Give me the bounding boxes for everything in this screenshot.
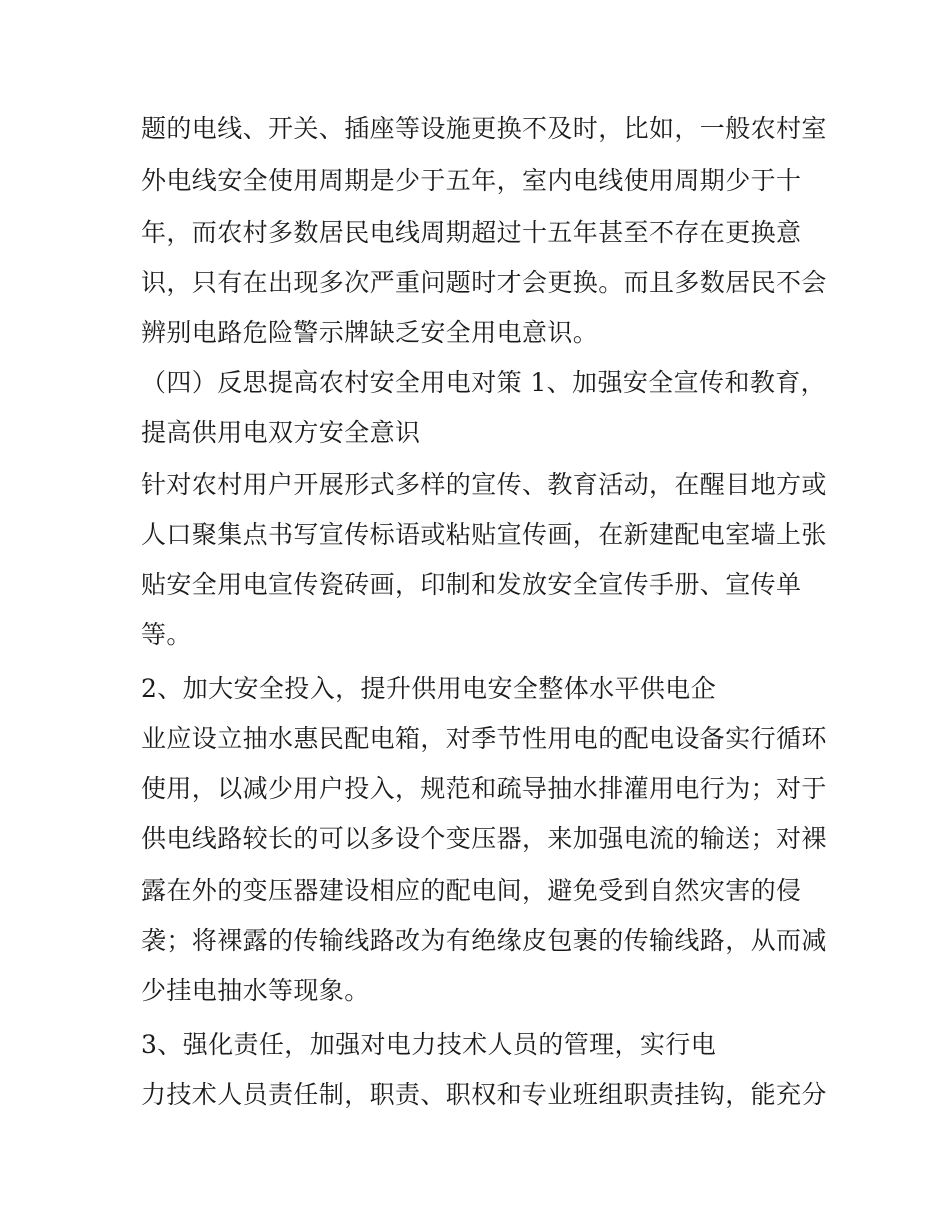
body-text-line: 识，只有在出现多次严重问题时才会更换。而且多数居民不会 <box>141 268 827 297</box>
body-text-line: 辨别电路危险警示牌缺乏安全用电意识。 <box>141 318 599 347</box>
section-heading: 3、强化责任，加强对电力技术人员的管理，实行电 <box>141 1030 717 1059</box>
body-text-line: 等。 <box>141 620 192 649</box>
body-text-line: 力技术人员责任制，职责、职权和专业班组职责挂钩，能充分 <box>141 1080 827 1109</box>
body-text-line: 使用，以减少用户投入，规范和疏导抽水排灌用电行为；对于 <box>141 774 827 803</box>
body-text-line: 业应设立抽水惠民配电箱，对季节性用电的配电设备实行循环 <box>141 724 827 753</box>
body-text-line: 供电线路较长的可以多设个变压器，来加强电流的输送；对裸 <box>141 824 827 853</box>
body-text-line: 贴安全用电宣传瓷砖画，印制和发放安全宣传手册、宣传单 <box>141 570 802 599</box>
body-text-line: 露在外的变压器建设相应的配电间，避免受到自然灾害的侵 <box>141 876 802 905</box>
body-text-line: 外电线安全使用周期是少于五年，室内电线使用周期少于十 <box>141 166 802 195</box>
body-text-line: 针对农村用户开展形式多样的宣传、教育活动，在醒目地方或 <box>141 470 827 499</box>
body-text-line: 年，而农村多数居民电线周期超过十五年甚至不存在更换意 <box>141 218 802 247</box>
body-text-line: 题的电线、开关、插座等设施更换不及时，比如，一般农村室 <box>141 114 827 143</box>
section-heading: （四）反思提高农村安全用电对策 1、加强安全宣传和教育， <box>141 368 827 397</box>
body-text-line: 少挂电抽水等现象。 <box>141 976 370 1005</box>
body-text-line: 人口聚集点书写宣传标语或粘贴宣传画，在新建配电室墙上张 <box>141 520 827 549</box>
body-text-line: 袭；将裸露的传输线路改为有绝缘皮包裹的传输线路，从而减 <box>141 926 827 955</box>
section-heading: 提高供用电双方安全意识 <box>141 418 421 447</box>
section-heading: 2、加大安全投入，提升供用电安全整体水平供电企 <box>141 674 717 703</box>
